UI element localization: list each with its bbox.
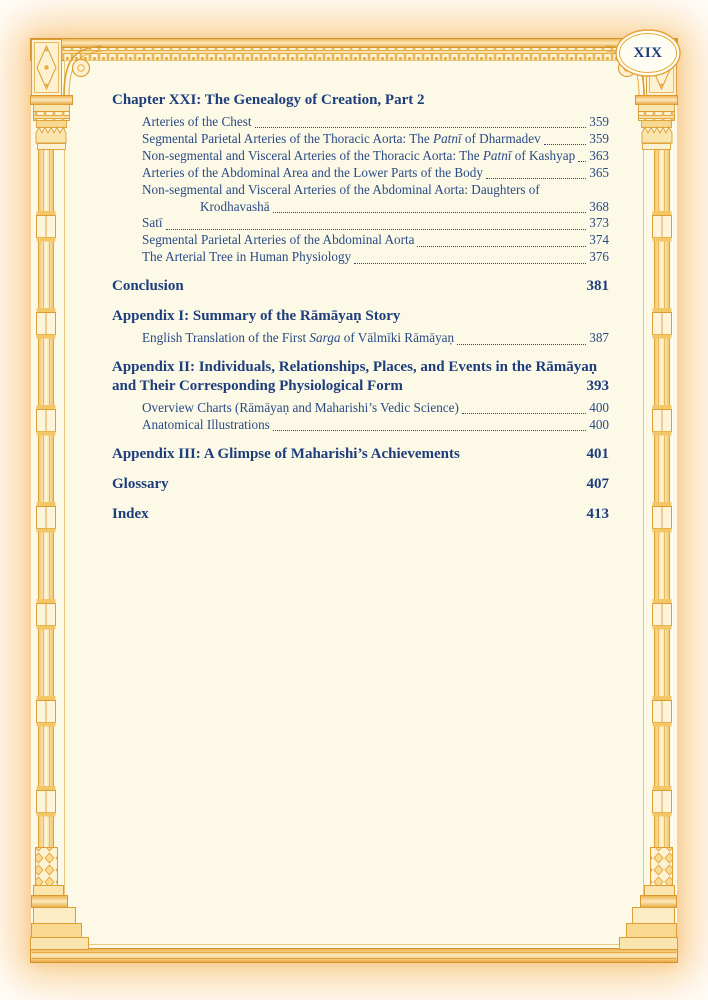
entry-text-part: of Vālmīki Rāmāyaṇ [340,330,455,346]
entry-label [142,232,414,249]
toc-entry-row [112,199,609,216]
toc-entry-row [112,148,609,165]
page-number: 413 [586,505,609,522]
heading-label: Glossary [112,475,169,492]
dot-leader [578,156,586,162]
entry-label [142,148,575,165]
dot-leader [273,425,586,431]
toc-heading-row [112,358,609,377]
page-number: 400 [589,400,609,416]
entry-text-part: Overview Charts (Rāmāyaṇ and Maharishi’s Vedic Science) [142,400,459,416]
toc-entry-row [112,182,609,199]
page-number: 359 [589,114,609,129]
dot-leader [544,139,587,145]
heading-label: Chapter XXI: The Genealogy of Creation, Part 2 [112,92,425,108]
entry-text-italic: Patnī [433,130,462,146]
entry-label: Krodhavashā [200,198,270,214]
entry-text-part: of Dharmadev [461,130,541,146]
entry-label [142,131,541,148]
toc-entry-row [112,215,609,232]
entry-label [142,400,459,417]
toc-entry-row [112,400,609,417]
entry-text-part: The Arterial Tree in Human Physiology [142,249,352,265]
toc-entry-row [112,232,609,249]
entry-text-part: Satī [142,215,163,231]
dot-leader [486,173,586,179]
toc-entry-row [112,330,609,347]
page-number: 363 [589,147,609,163]
toc-heading-row [112,505,609,524]
page-number: 368 [589,198,609,214]
toc-heading-row [112,91,609,110]
toc-heading-row [112,445,609,464]
dot-leader [462,408,586,414]
page-number: 400 [589,416,609,432]
page-number-badge: XIX [633,44,663,61]
entry-text-italic: Sarga [309,330,341,346]
entry-label [142,249,351,266]
page-number: 393 [586,378,609,395]
page-number: 365 [589,164,609,180]
toc-entry-row [112,114,609,131]
entry-text-italic: Patnī [482,147,512,163]
top-border-band [31,39,678,61]
toc-heading-row [112,307,609,326]
toc-list [112,91,609,524]
entry-label [142,417,270,434]
toc-heading-row [112,277,609,296]
toc-entry-row [112,165,609,182]
heading-label: Index [112,505,149,522]
heading-label: Conclusion [112,278,184,295]
entry-text-part: Anatomical Illustrations [142,416,270,432]
page-number: 359 [589,130,609,146]
page-number: 376 [589,249,609,265]
page-number: 387 [589,330,609,346]
entry-label: Non-segmental and Visceral Arteries of the Abdominal Aorta: Daughters of [142,181,540,197]
entry-text-part: Segmental Parietal Arteries of the Abdominal Aorta [142,232,415,248]
toc-heading-row [112,475,609,494]
dot-leader [354,258,586,264]
toc-heading-row [112,377,609,396]
heading-label: Appendix III: A Glimpse of Maharishi’s Achievements [112,445,460,462]
page-number: 407 [586,475,609,492]
entry-label [142,165,483,182]
entry-text-part: of Kashyap [511,147,576,163]
entry-text-part: Non-segmental and Visceral Arteries of the Thoracic Aorta: The [142,147,483,163]
page-number: 401 [586,445,609,462]
page-number: 373 [589,215,609,231]
entry-label [142,114,252,131]
dot-leader [417,241,586,247]
heading-label: and Their Corresponding Physiological Form [112,378,403,395]
table-of-contents [112,80,609,528]
toc-entry-row [112,249,609,266]
toc-entry-row [112,417,609,434]
entry-text-part: Segmental Parietal Arteries of the Thoracic Aorta: The [142,130,434,146]
dot-leader [457,339,586,345]
dot-leader [255,122,587,128]
page-number: 374 [589,232,609,248]
page-number: 381 [586,278,609,295]
dot-leader [273,207,587,213]
heading-label: Appendix I: Summary of the Rāmāyaṇ Story [112,308,401,325]
heading-label: Appendix II: Individuals, Relationships, Places, and Events in the Rāmāyaṇ [112,359,598,376]
entry-label [142,215,163,232]
dot-leader [166,224,587,230]
entry-text-part: Arteries of the Chest [142,114,252,129]
entry-text-part: English Translation of the First [142,330,310,346]
toc-entry-row [112,131,609,148]
entry-label [142,330,454,347]
bottom-border-band [31,949,678,963]
entry-text-part: Arteries of the Abdominal Area and the Lower Parts of the Body [142,164,483,180]
